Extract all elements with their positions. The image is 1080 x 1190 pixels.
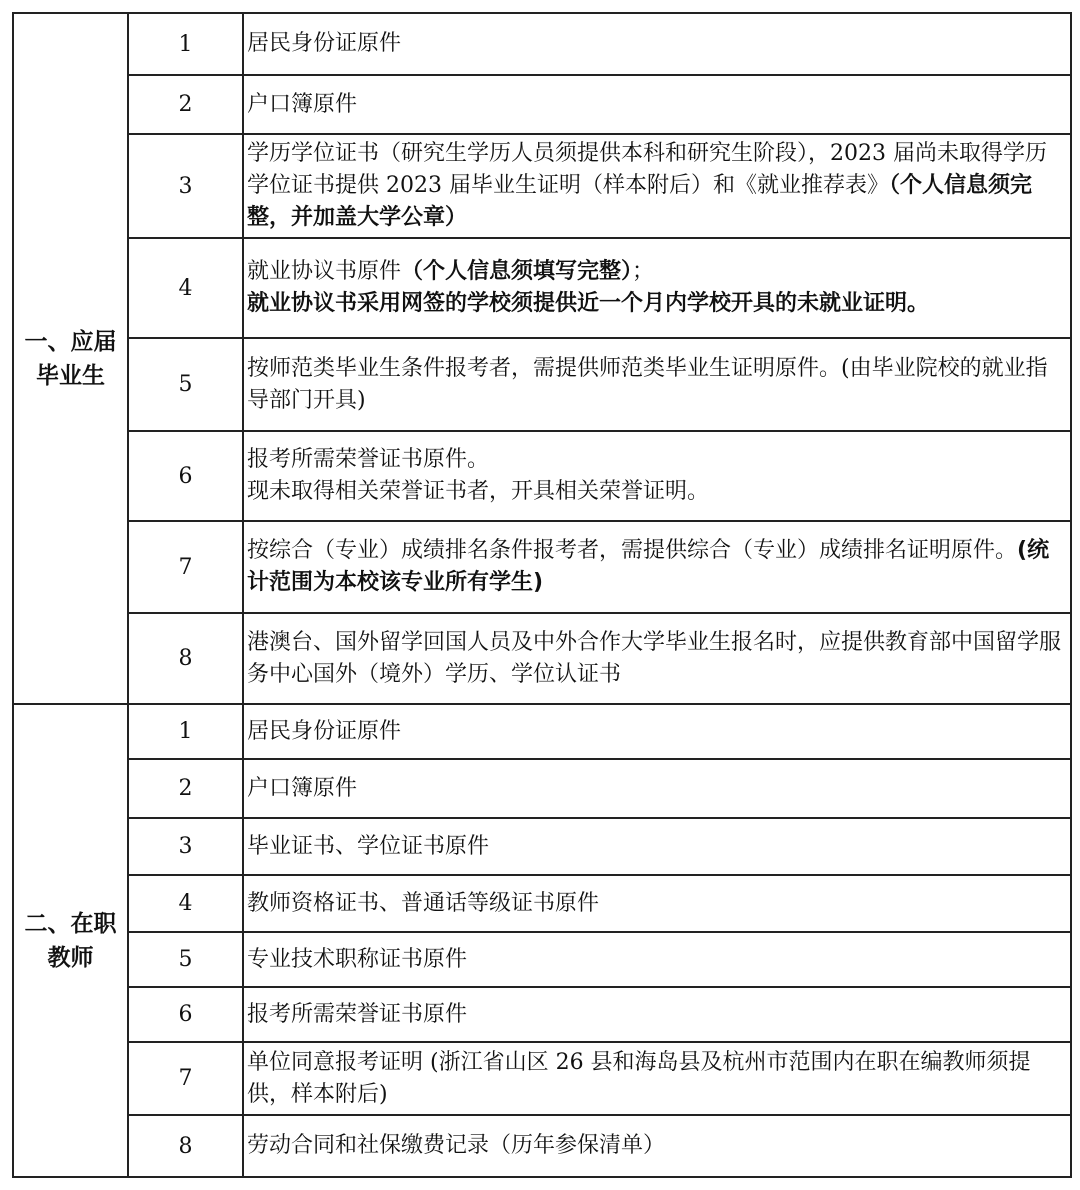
- row-text: 专业技术职称证书原件: [243, 932, 1071, 987]
- table-row: [13, 13, 1071, 75]
- row-number: 6: [128, 431, 243, 521]
- category-title-line2: 教师: [47, 944, 94, 971]
- table-row: [13, 1115, 1071, 1177]
- row-text-bold: （个人信息须填写完整）: [401, 259, 633, 284]
- row-number: 2: [128, 759, 243, 818]
- table-row: [13, 75, 1071, 134]
- table-row: [13, 818, 1071, 875]
- row-number: 3: [128, 134, 243, 238]
- row-number: 7: [128, 1042, 243, 1115]
- table-row: [13, 238, 1071, 338]
- row-number: 6: [128, 987, 243, 1042]
- row-text-bold-line: 就业协议书采用网签的学校须提供近一个月内学校开具的未就业证明。: [247, 291, 930, 316]
- table-row: [13, 134, 1071, 238]
- row-number: 2: [128, 75, 243, 134]
- row-text-bold: (统计范围为本校该专业所有学生): [247, 538, 1050, 595]
- row-text-normal: 按综合（专业）成绩排名条件报考者，需提供综合（专业）成绩排名证明原件。: [247, 538, 1018, 563]
- row-number: 4: [128, 238, 243, 338]
- row-number: 1: [128, 13, 243, 75]
- row-text: [243, 238, 1071, 338]
- row-text: [243, 134, 1071, 238]
- category-title-line1: 二、在职: [24, 910, 117, 937]
- materials-table: [12, 12, 1072, 1178]
- table-row: [13, 431, 1071, 521]
- row-number: 5: [128, 338, 243, 431]
- row-text: 单位同意报考证明 (浙江省山区 26 县和海岛县及杭州市范围内在职在编教师须提供，样本附后): [243, 1042, 1071, 1115]
- row-text: 毕业证书、学位证书原件: [243, 818, 1071, 875]
- row-text-bold: （个人信息须完整，并加盖大学公章）: [247, 173, 1032, 230]
- category-title-line1: 一、应届: [24, 328, 117, 355]
- table-row: [13, 932, 1071, 987]
- row-text: 居民身份证原件: [243, 704, 1071, 759]
- row-text: 居民身份证原件: [243, 13, 1071, 75]
- row-number: 1: [128, 704, 243, 759]
- table-row: [13, 759, 1071, 818]
- row-number: 5: [128, 932, 243, 987]
- category-cell-graduates: [13, 13, 128, 704]
- row-text-normal: 学历学位证书（研究生学历人员须提供本科和研究生阶段），2023 届尚未取得学历学位证书提供 2023 届毕业生证明（样本附后）和《就业推荐表》: [247, 141, 1047, 198]
- row-text: 报考所需荣誉证书原件: [243, 987, 1071, 1042]
- row-text: 户口簿原件: [243, 759, 1071, 818]
- table-row: [13, 521, 1071, 613]
- row-text: [243, 521, 1071, 613]
- row-number: 4: [128, 875, 243, 932]
- row-number: 8: [128, 1115, 243, 1177]
- row-text: 港澳台、国外留学回国人员及中外合作大学毕业生报名时，应提供教育部中国留学服务中心国外（境外）学历、学位认证书: [243, 613, 1071, 704]
- row-text: 按师范类毕业生条件报考者，需提供师范类毕业生证明原件。(由毕业院校的就业指导部门开具): [243, 338, 1071, 431]
- category-cell-teachers: [13, 704, 128, 1177]
- row-text-normal: 就业协议书原件: [247, 259, 402, 284]
- table-row: [13, 1042, 1071, 1115]
- table-row: [13, 704, 1071, 759]
- row-text-suffix: ；: [632, 259, 655, 284]
- row-text-line1: 报考所需荣誉证书原件。: [247, 447, 490, 472]
- row-text: [243, 431, 1071, 521]
- row-number: 8: [128, 613, 243, 704]
- row-number: 7: [128, 521, 243, 613]
- table-row: [13, 613, 1071, 704]
- category-title-line2: 毕业生: [36, 362, 105, 389]
- table-row: [13, 987, 1071, 1042]
- row-text: 教师资格证书、普通话等级证书原件: [243, 875, 1071, 932]
- row-text: 劳动合同和社保缴费记录（历年参保清单）: [243, 1115, 1071, 1177]
- table-row: [13, 338, 1071, 431]
- row-number: 3: [128, 818, 243, 875]
- row-text-line2: 现未取得相关荣誉证书者，开具相关荣誉证明。: [247, 479, 710, 504]
- row-text: 户口簿原件: [243, 75, 1071, 134]
- table-row: [13, 875, 1071, 932]
